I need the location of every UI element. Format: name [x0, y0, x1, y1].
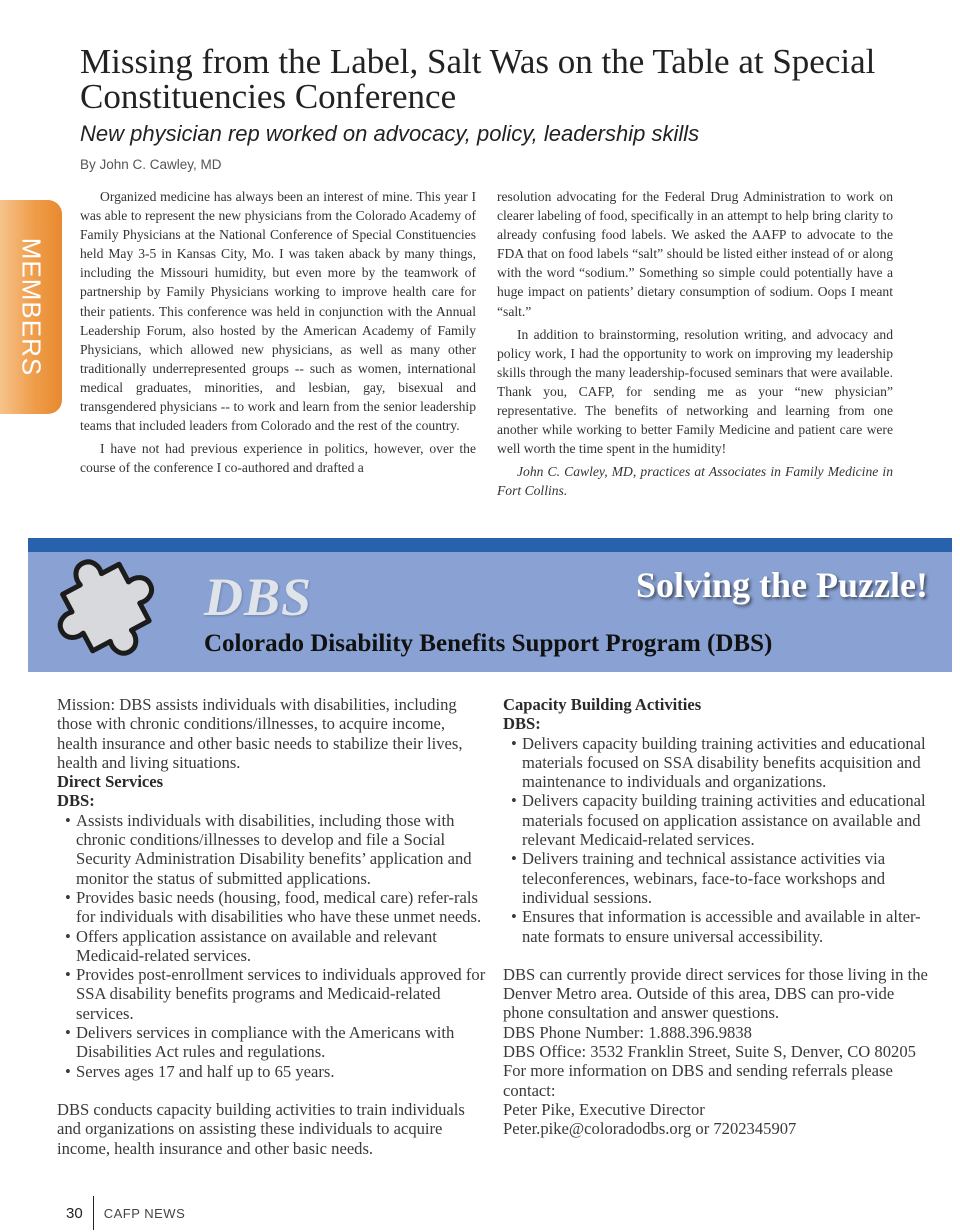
publication-name: CAFP NEWS — [103, 1205, 186, 1221]
area-note: DBS can currently provide direct services for those living in the Denver Metro area. Outside of this area, DBS can pro-vide phone consultation and answer questions. — [503, 964, 928, 1023]
section-tab — [0, 200, 62, 414]
program-name: Colorado Disability Benefits Support Program (DBS) — [204, 630, 773, 657]
direct-services-heading: Direct Services — [57, 772, 164, 792]
capacity-summary: DBS conducts capacity building activities to train individuals and organizations on assisting these individuals to acquire income, health insurance and other basic needs. — [57, 1099, 465, 1158]
contact-name: Peter Pike, Executive Director — [503, 1099, 705, 1119]
capacity-heading: Capacity Building Activities — [503, 695, 702, 714]
capacity-subheading: DBS: — [503, 714, 541, 734]
article-paragraph: In addition to brainstorming, resolution writing, and advocacy and policy work, I had the opportunity to work on improving my leadership skills through the many leadership-focused seminars that were available. Thank you, CAFP, for sending me as your “new physician” representative. The benefits of networking and learning from one another while working to better Family Medicine and patient care were well worth the time spent in the humidity! — [497, 326, 893, 457]
page-number: 30 — [66, 1204, 83, 1222]
list-item: • Delivers capacity building training activities and educational materials focused on SSA disability benefits acquisition and maintenance to individuals and organizations. — [503, 734, 935, 792]
page-footer — [66, 1196, 185, 1230]
dbs-column-right — [503, 695, 935, 1139]
author-signature: John C. Cawley, MD, practices at Associates in Family Medicine in Fort Collins. — [497, 464, 893, 499]
article-column-left — [80, 187, 476, 477]
dbs-logo-text: DBS — [204, 567, 313, 627]
dbs-banner — [28, 538, 952, 672]
article-paragraph: Organized medicine has always been an interest of mine. This year I was able to represent the new physicians from the Colorado Academy of Family Physicians at the National Conference of Special Constituencies held May 3-5 in Kansas City, Mo. I was taken aback by many things, including the Missouri humidity, but even more by the teamwork of partnership by Family Physicians working to improve health care for their patients. This conference was held in conjunction with the Annual Leadership Forum, also hosted by the American Academy of Family Physicians, which allowed new physicians, as well as many other traditionally underrepresented groups -- such as women, international medical graduates, minorities, and lesbian, gay, bisexual and transgendered physicians -- to work and learn from the senior leadership teams that included leaders from Colorado and the rest of the country. — [80, 189, 476, 434]
direct-services-list — [57, 811, 489, 1081]
dbs-column-left — [57, 695, 489, 1158]
banner-tagline: Solving the Puzzle! — [636, 565, 928, 605]
article-byline: By John C. Cawley, MD — [80, 157, 222, 172]
puzzle-piece-icon — [34, 540, 174, 668]
article-title: Missing from the Label, Salt Was on the Table at Special Constituencies Conference — [80, 42, 876, 116]
list-item: • Provides basic needs (housing, food, medical care) refer-rals for individuals with disabilities who have these unmet needs. — [57, 888, 489, 927]
contact-info: Peter.pike@coloradodbs.org or 7202345907 — [503, 1119, 797, 1139]
list-item: • Delivers capacity building training activities and educational materials focused on application assistance on available and relevant Medicaid-related services. — [503, 791, 935, 849]
list-item: • Assists individuals with disabilities, including those with chronic conditions/illnesses to develop and file a Social Security Administration Disability benefits’ application and monitor the status of submitted applications. — [57, 811, 489, 888]
list-item: • Delivers training and technical assistance activities via teleconferences, webinars, face-to-face workshops and individual sessions. — [503, 849, 935, 907]
capacity-list — [503, 734, 935, 946]
list-item: • Offers application assistance on available and relevant Medicaid-related services. — [57, 927, 489, 966]
article-paragraph: resolution advocating for the Federal Drug Administration to work on clearer labeling of food, specifically in an attempt to help bring clarity to already confusing food labels. We asked the AAFP to advocate to the FDA that on food labels “salt” should be listed either instead of or along with the word “sodium.” Something so simple could potentially have a huge impact on patients’ dietary consumption of sodium. Oops I meant “salt.” — [497, 189, 893, 319]
dbs-mission: Mission: DBS assists individuals with disabilities, including those with chronic conditions/illnesses, to acquire income, health insurance and other basic needs to stabilize their lives, health and living situations. — [57, 695, 463, 772]
list-item: • Serves ages 17 and half up to 65 years. — [57, 1062, 489, 1081]
footer-divider — [93, 1196, 94, 1230]
dbs-phone: DBS Phone Number: 1.888.396.9838 — [503, 1022, 752, 1042]
dbs-office: DBS Office: 3532 Franklin Street, Suite S, Denver, CO 80205 — [503, 1042, 916, 1062]
more-info: For more information on DBS and sending referrals please contact: — [503, 1061, 893, 1100]
section-tab-label: MEMBERS — [16, 237, 47, 377]
list-item: • Provides post-enrollment services to individuals approved for SSA disability benefits programs and Medicaid-related services. — [57, 965, 489, 1023]
list-item: • Ensures that information is accessible and available in alter-nate formats to ensure universal accessibility. — [503, 907, 935, 946]
direct-services-subheading: DBS: — [57, 791, 95, 811]
article-subtitle: New physician rep worked on advocacy, policy, leadership skills — [80, 121, 700, 146]
list-item: • Delivers services in compliance with the Americans with Disabilities Act rules and regulations. — [57, 1023, 489, 1062]
article-paragraph: I have not had previous experience in politics, however, over the course of the conference I co-authored and drafted a — [80, 441, 476, 476]
article-column-right — [497, 187, 893, 501]
